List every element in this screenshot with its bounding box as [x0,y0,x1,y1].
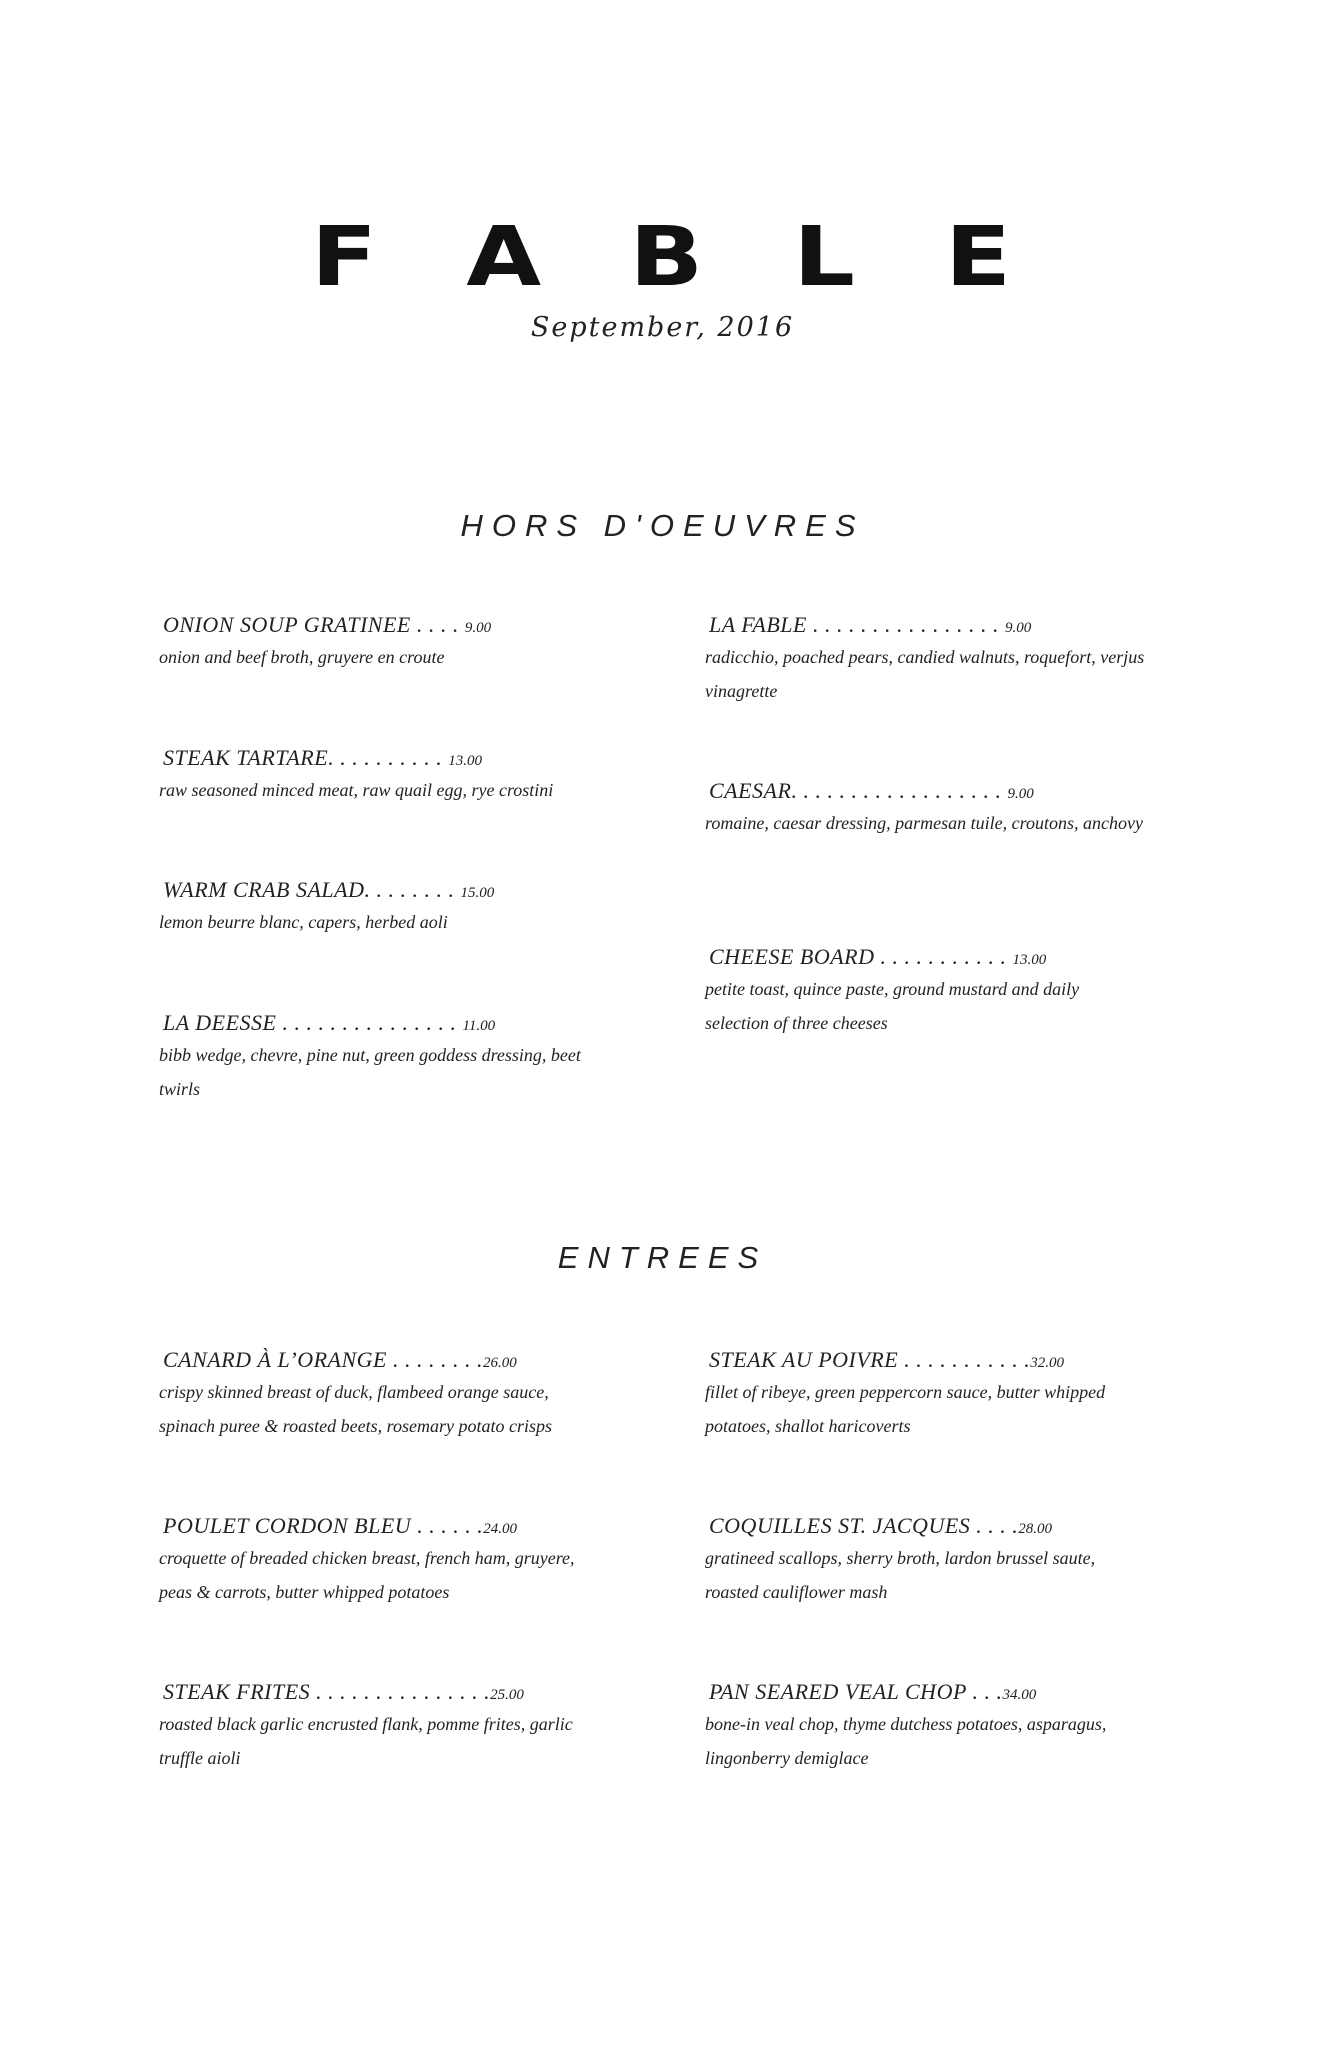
item-price: 13.00 [448,753,482,769]
menu-item [705,1513,1145,1609]
item-description: onion and beef broth, gruyere en croute [159,647,445,667]
item-title-line [705,778,1145,804]
menu-date: September, 2016 [530,312,795,343]
menu-item [159,745,599,807]
item-leader: . . . . . . . . . . . . . . . [310,1679,491,1704]
item-title-line [705,612,1145,638]
item-title-line [705,1513,1145,1539]
item-description: croquette of breaded chicken breast, french ham, gruyere, peas & carrots, butter whipped potatoes [159,1548,575,1602]
item-name: STEAK AU POIVRE [709,1347,899,1372]
item-price: 24.00 [483,1521,517,1537]
item-name: CANARD À L’ORANGE [163,1347,387,1372]
menu-item [159,1347,599,1443]
menu-item [159,612,599,674]
item-title-line [159,1347,599,1373]
menu-item [159,1010,599,1106]
menu-item [159,1513,599,1609]
item-leader: . . . . . . [411,1513,484,1538]
item-description: gratineed scallops, sherry broth, lardon brussel saute, roasted cauliflower mash [705,1548,1096,1602]
item-title-line [159,1513,599,1539]
restaurant-title [310,208,1012,308]
title-letter: A [466,210,542,305]
menu-item [159,1679,599,1775]
item-name: COQUILLES ST. JACQUES [709,1513,971,1538]
item-price: 13.00 [1012,952,1047,968]
item-description: bone-in veal chop, thyme dutchess potatoes, asparagus, lingonberry demiglace [705,1714,1107,1768]
item-description: petite toast, quince paste, ground mustard and daily selection of three cheeses [705,979,1080,1033]
menu-item [705,1679,1145,1775]
item-price: 28.00 [1018,1521,1053,1537]
item-description: radicchio, poached pears, candied walnuts, roquefort, verjus vinagrette [705,647,1145,701]
item-leader: . . . . [970,1513,1019,1538]
item-name: WARM CRAB SALAD [163,877,365,902]
item-description: lemon beurre blanc, capers, herbed aoli [159,912,448,932]
item-leader: . . . . . . . . . . . . . . . . . . [791,778,1008,803]
item-title-line [159,1679,599,1705]
menu-item [159,877,599,939]
item-leader: . . . . . . . . . . [328,745,449,770]
item-name: PAN SEARED VEAL CHOP [709,1679,967,1704]
title-letter: L [793,210,855,305]
title-letter: F [310,210,378,305]
title-letter: E [944,210,1012,305]
hors-doeuvres-heading: HORS D'OEUVRES [460,508,865,543]
item-price: 9.00 [1007,786,1034,802]
item-description: roasted black garlic encrusted flank, pomme frites, garlic truffle aioli [159,1714,573,1768]
item-name: STEAK FRITES [163,1679,311,1704]
item-description: raw seasoned minced meat, raw quail egg, rye crostini [159,780,554,800]
item-title-line [159,612,599,638]
item-price: 15.00 [460,885,495,901]
item-description: romaine, caesar dressing, parmesan tuile, croutons, anchovy [705,813,1143,833]
item-leader: . . . . . . . . . . . . . . . . [806,612,1005,637]
menu-item [705,1347,1145,1443]
item-leader: . . . . . . . . . . . [874,944,1013,969]
item-title-line [705,944,1145,970]
item-price: 26.00 [483,1355,517,1371]
item-title-line [159,745,599,771]
item-leader: . . . . . . . . [364,877,461,902]
item-description: fillet of ribeye, green peppercorn sauce, butter whipped potatoes, shallot haricoverts [705,1382,1106,1436]
item-leader: . . . . . . . . . . . [898,1347,1031,1372]
item-leader: . . . . . . . . . . . . . . . [276,1010,463,1035]
item-price: 34.00 [1002,1687,1037,1703]
item-name: LA DEESSE [163,1010,277,1035]
item-name: POULET CORDON BLEU [163,1513,412,1538]
item-price: 25.00 [490,1687,524,1703]
item-name: LA FABLE [709,612,807,637]
item-price: 11.00 [462,1018,496,1034]
item-name: STEAK TARTARE [163,745,329,770]
title-letter: B [629,210,704,305]
item-name: CHEESE BOARD [709,944,875,969]
item-title-line [159,877,599,903]
item-price: 9.00 [464,620,492,636]
item-price: 32.00 [1030,1355,1064,1371]
item-price: 9.00 [1004,620,1032,636]
menu-item [705,778,1145,840]
item-leader: . . . . [410,612,465,637]
item-leader: . . . . . . . . [387,1347,483,1372]
item-title-line [705,1347,1145,1373]
item-title-line [159,1010,599,1036]
menu-item [705,944,1145,1040]
menu-item [705,612,1145,708]
item-name: ONION SOUP GRATINEE [163,612,411,637]
item-leader: . . . [966,1679,1003,1704]
item-description: bibb wedge, chevre, pine nut, green goddess dressing, beet twirls [159,1045,581,1099]
item-name: CAESAR [709,778,792,803]
item-description: crispy skinned breast of duck, flambeed orange sauce, spinach puree & roasted beets, rosemary potato crisps [159,1382,552,1436]
item-title-line [705,1679,1145,1705]
entrees-heading: ENTREES [557,1240,768,1275]
